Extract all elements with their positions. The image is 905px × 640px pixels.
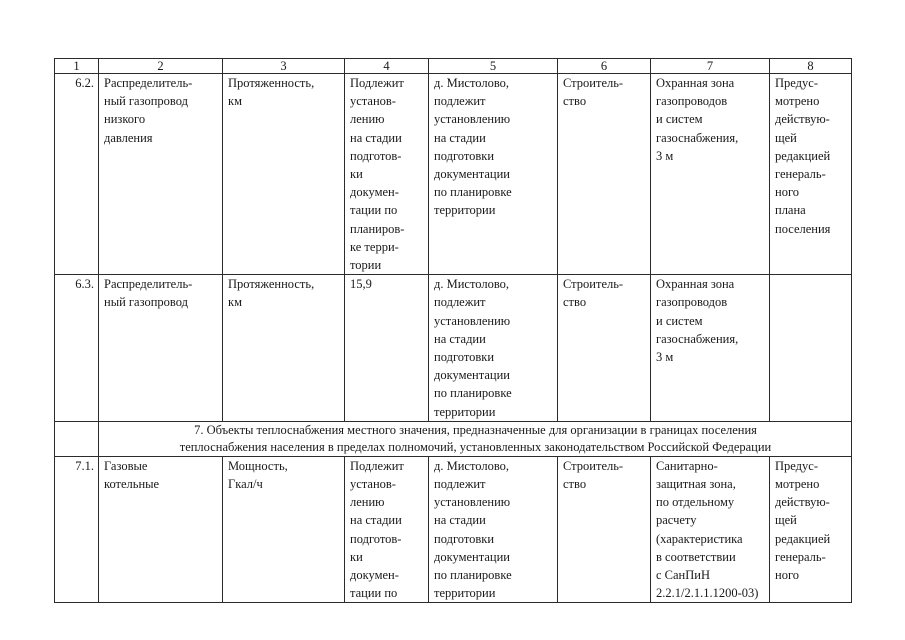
cell-line: установ- (350, 94, 396, 109)
cell-line: Гкал/ч (228, 477, 263, 492)
column-number: 3 (223, 59, 345, 74)
cell-line: Протяженность, (228, 277, 315, 292)
cell-line: по планировке (434, 386, 512, 401)
cell-line: км (228, 295, 242, 310)
row-number-cell: 7.1. (55, 456, 99, 603)
cell-line: действую- (775, 495, 830, 510)
cell-line: низкого (104, 112, 146, 127)
section-heading-line: 7. Объекты теплоснабжения местного значения, предназначенные для организации в границах поселения (194, 422, 757, 437)
column-number: 5 (429, 59, 558, 74)
cell-line: на стадии (350, 130, 402, 145)
column-number: 1 (55, 59, 99, 74)
cell-line: подготовки (434, 148, 495, 163)
cell-line: Протяженность, (228, 76, 315, 90)
note-cell (770, 74, 852, 275)
zone-cell (651, 275, 770, 422)
value-cell (345, 456, 429, 603)
cell-line: Строитель- (563, 76, 624, 90)
cell-line: Подлежит (350, 458, 404, 473)
cell-line: докумен- (350, 568, 399, 583)
object-name-cell (99, 456, 223, 603)
parameter-cell (223, 275, 345, 422)
cell-line: ство (563, 295, 587, 310)
planning-table (54, 58, 852, 603)
cell-line: газоснабжения, (656, 130, 739, 145)
object-name-cell (99, 74, 223, 275)
cell-line: ки (350, 167, 363, 182)
cell-line: в соответствии (656, 549, 736, 564)
cell-line: подготов- (350, 531, 402, 546)
cell-line: ство (563, 94, 587, 109)
cell-line: Строитель- (563, 277, 624, 292)
cell-line: Мощность, (228, 458, 288, 473)
location-cell (429, 275, 558, 422)
cell-line: действую- (775, 112, 830, 127)
cell-line: д. Мистолово, (434, 76, 510, 90)
cell-line: документации (434, 368, 510, 383)
cell-line: на стадии (434, 331, 486, 346)
cell-line: расчету (656, 513, 697, 528)
cell-line: территории (434, 203, 496, 218)
status-cell (558, 275, 651, 422)
cell-line: ство (563, 477, 587, 492)
value-cell (345, 275, 429, 422)
column-number-row (55, 59, 852, 74)
cell-line: 2.2.1/2.1.1.1200-03) (656, 586, 759, 601)
table-row (55, 275, 852, 422)
cell-line: Распределитель- (104, 76, 193, 90)
cell-line: редакцией (775, 531, 831, 546)
row-number-cell: 6.3. (55, 275, 99, 422)
cell-line: и систем (656, 313, 703, 328)
parameter-cell (223, 74, 345, 275)
cell-line: лению (350, 495, 385, 510)
column-number: 7 (651, 59, 770, 74)
cell-line: документации (434, 167, 510, 182)
cell-line: поселения (775, 221, 831, 236)
cell-line: 3 м (656, 148, 674, 163)
cell-line: ного (775, 185, 800, 200)
cell-line: защитная зона, (656, 477, 736, 492)
cell-line: подготов- (350, 148, 402, 163)
cell-line: газоснабжения, (656, 331, 739, 346)
cell-line: 3 м (656, 350, 674, 365)
section-row (55, 421, 852, 456)
cell-line: территории (434, 404, 496, 419)
status-cell (558, 456, 651, 603)
cell-line: по отдельному (656, 495, 735, 510)
cell-line: на стадии (434, 130, 486, 145)
column-number: 4 (345, 59, 429, 74)
cell-line: редакцией (775, 148, 831, 163)
cell-line: 15,9 (350, 277, 372, 292)
cell-line: Распределитель- (104, 277, 193, 292)
cell-line: с СанПиН (656, 568, 710, 583)
cell-line: Охранная зона (656, 277, 735, 292)
cell-line: щей (775, 513, 797, 528)
cell-line: ный газопровод (104, 94, 188, 109)
cell-line: подготовки (434, 350, 495, 365)
cell-line: подлежит (434, 295, 486, 310)
cell-line: документации (434, 549, 510, 564)
cell-line: мотрено (775, 477, 820, 492)
cell-line: по планировке (434, 185, 512, 200)
cell-line: газопроводов (656, 94, 728, 109)
cell-line: тории (350, 258, 382, 273)
cell-line: (характеристика (656, 531, 743, 546)
cell-line: подлежит (434, 477, 486, 492)
table-row (55, 456, 852, 603)
cell-line: и систем (656, 112, 703, 127)
note-cell (770, 456, 852, 603)
status-cell (558, 74, 651, 275)
cell-line: ного (775, 568, 800, 583)
cell-line: докумен- (350, 185, 399, 200)
cell-line: ки (350, 549, 363, 564)
cell-line: плана (775, 203, 806, 218)
cell-line: газопроводов (656, 295, 728, 310)
column-number: 2 (99, 59, 223, 74)
cell-line: установлению (434, 313, 511, 328)
cell-line: установлению (434, 112, 511, 127)
cell-line: Строитель- (563, 458, 624, 473)
cell-line: установ- (350, 477, 396, 492)
cell-line: Газовые (104, 458, 148, 473)
cell-line: на стадии (350, 513, 402, 528)
column-number: 6 (558, 59, 651, 74)
cell-line: установлению (434, 495, 511, 510)
zone-cell (651, 74, 770, 275)
cell-line: д. Мистолово, (434, 277, 510, 292)
cell-line: подготовки (434, 531, 495, 546)
cell-line: генераль- (775, 549, 826, 564)
cell-line: котельные (104, 477, 160, 492)
cell-line: ке терри- (350, 239, 399, 254)
cell-line: Охранная зона (656, 76, 735, 90)
column-number: 8 (770, 59, 852, 74)
cell-line: на стадии (434, 513, 486, 528)
object-name-cell (99, 275, 223, 422)
cell-line: планиров- (350, 221, 405, 236)
value-cell (345, 74, 429, 275)
cell-line: щей (775, 130, 797, 145)
section-heading (99, 421, 852, 456)
cell-line: ный газопровод (104, 295, 188, 310)
cell-line: лению (350, 112, 385, 127)
table-body (55, 59, 852, 603)
zone-cell (651, 456, 770, 603)
cell-line: генераль- (775, 167, 826, 182)
cell-line: Предус- (775, 458, 818, 473)
cell-line: территории (434, 586, 496, 601)
cell-line: Предус- (775, 76, 818, 90)
cell-line: тации по (350, 586, 398, 601)
cell-line: давления (104, 130, 153, 145)
cell-line: Санитарно- (656, 458, 718, 473)
table-row (55, 74, 852, 275)
row-number-cell: 6.2. (55, 74, 99, 275)
section-empty-cell (55, 421, 99, 456)
cell-line: подлежит (434, 94, 486, 109)
parameter-cell (223, 456, 345, 603)
cell-line: тации по (350, 203, 398, 218)
cell-line: мотрено (775, 94, 820, 109)
cell-line: по планировке (434, 568, 512, 583)
cell-line: км (228, 94, 242, 109)
location-cell (429, 74, 558, 275)
cell-line: Подлежит (350, 76, 404, 90)
section-heading-line: теплоснабжения населения в пределах полномочий, установленных законодательством Российской Федерации (179, 439, 772, 454)
note-cell (770, 275, 852, 422)
location-cell (429, 456, 558, 603)
cell-line: д. Мистолово, (434, 458, 510, 473)
